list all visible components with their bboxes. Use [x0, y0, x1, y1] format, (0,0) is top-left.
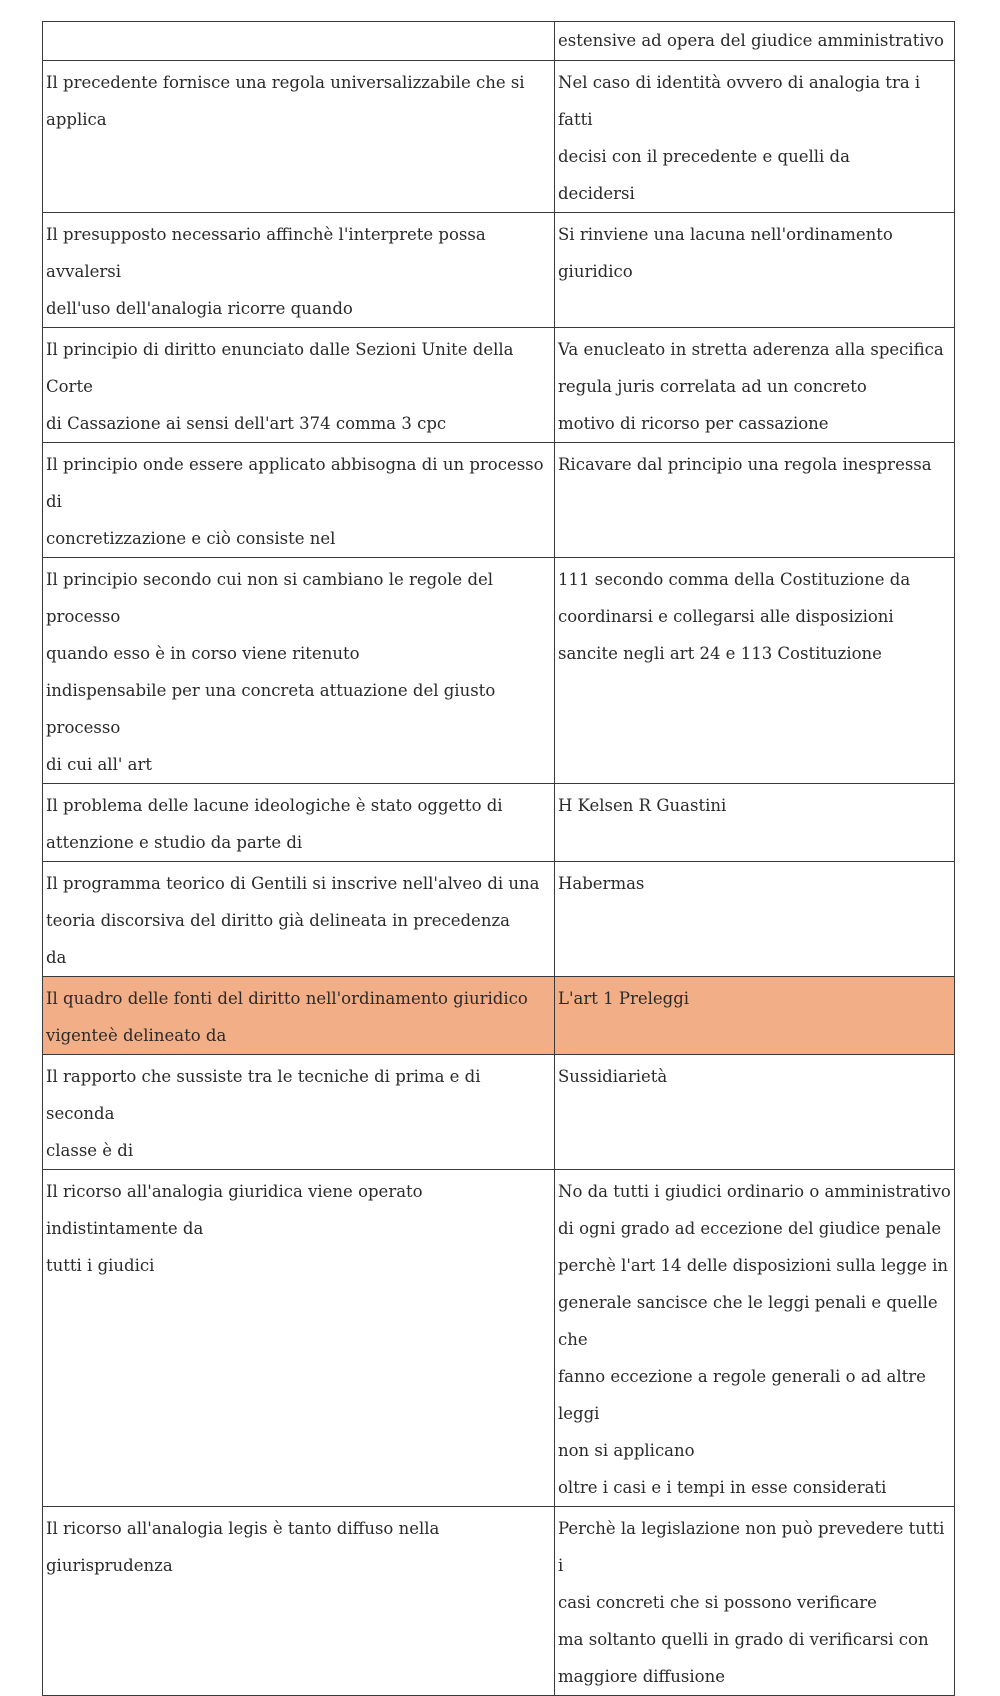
- answer-cell: Nel caso di identità ovvero di analogia tra i fatti decisi con il precedente e quelli da decidersi: [555, 61, 955, 213]
- question-cell: [43, 22, 555, 61]
- answer-cell: Va enucleato in stretta aderenza alla specifica regula juris correlata ad un concreto motivo di ricorso per cassazione: [555, 328, 955, 443]
- question-cell: Il problema delle lacune ideologiche è stato oggetto di attenzione e studio da parte di: [43, 784, 555, 862]
- table-row: [43, 558, 955, 784]
- question-cell: Il ricorso all'analogia legis è tanto diffuso nella giurisprudenza: [43, 1507, 555, 1696]
- question-cell: Il presupposto necessario affinchè l'interprete possa avvalersi dell'uso dell'analogia ricorre quando: [43, 213, 555, 328]
- table-row: [43, 61, 955, 213]
- table-row: [43, 1507, 955, 1696]
- table-row: [43, 1055, 955, 1170]
- question-cell: Il principio secondo cui non si cambiano le regole del processo quando esso è in corso viene ritenuto indispensabile per una concreta attuazione del giusto processo di cui all' art: [43, 558, 555, 784]
- question-cell: Il principio di diritto enunciato dalle Sezioni Unite della Corte di Cassazione ai sensi dell'art 374 comma 3 cpc: [43, 328, 555, 443]
- qa-table-body: [43, 22, 955, 1696]
- answer-cell: Perchè la legislazione non può prevedere tutti i casi concreti che si possono verificare ma soltanto quelli in grado di verificarsi con maggiore diffusione: [555, 1507, 955, 1696]
- answer-cell: 111 secondo comma della Costituzione da coordinarsi e collegarsi alle disposizioni sancite negli art 24 e 113 Costituzione: [555, 558, 955, 784]
- table-row: [43, 862, 955, 977]
- answer-cell: Habermas: [555, 862, 955, 977]
- qa-table: [42, 21, 955, 1696]
- table-row: [43, 213, 955, 328]
- answer-cell: H Kelsen R Guastini: [555, 784, 955, 862]
- table-row: [43, 977, 955, 1055]
- question-cell: Il principio onde essere applicato abbisogna di un processo di concretizzazione e ciò consiste nel: [43, 443, 555, 558]
- table-row: [43, 22, 955, 61]
- question-cell: Il programma teorico di Gentili si inscrive nell'alveo di una teoria discorsiva del diritto già delineata in precedenza da: [43, 862, 555, 977]
- question-cell: Il rapporto che sussiste tra le tecniche di prima e di seconda classe è di: [43, 1055, 555, 1170]
- question-cell: Il quadro delle fonti del diritto nell'ordinamento giuridico vigenteè delineato da: [43, 977, 555, 1055]
- question-cell: Il precedente fornisce una regola universalizzabile che si applica: [43, 61, 555, 213]
- table-row: [43, 328, 955, 443]
- answer-cell: L'art 1 Preleggi: [555, 977, 955, 1055]
- answer-cell: Ricavare dal principio una regola inespressa: [555, 443, 955, 558]
- answer-cell: Si rinviene una lacuna nell'ordinamento giuridico: [555, 213, 955, 328]
- answer-cell: Sussidiarietà: [555, 1055, 955, 1170]
- answer-cell: No da tutti i giudici ordinario o amministrativo di ogni grado ad eccezione del giudice penale perchè l'art 14 delle disposizioni sulla legge in generale sancisce che le leggi penali e quelle che fanno eccezione a regole generali o ad altre leggi non si applicano oltre i casi e i tempi in esse considerati: [555, 1170, 955, 1507]
- table-row: [43, 784, 955, 862]
- answer-cell: estensive ad opera del giudice amministrativo: [555, 22, 955, 61]
- table-row: [43, 443, 955, 558]
- question-cell: Il ricorso all'analogia giuridica viene operato indistintamente da tutti i giudici: [43, 1170, 555, 1507]
- table-row: [43, 1170, 955, 1507]
